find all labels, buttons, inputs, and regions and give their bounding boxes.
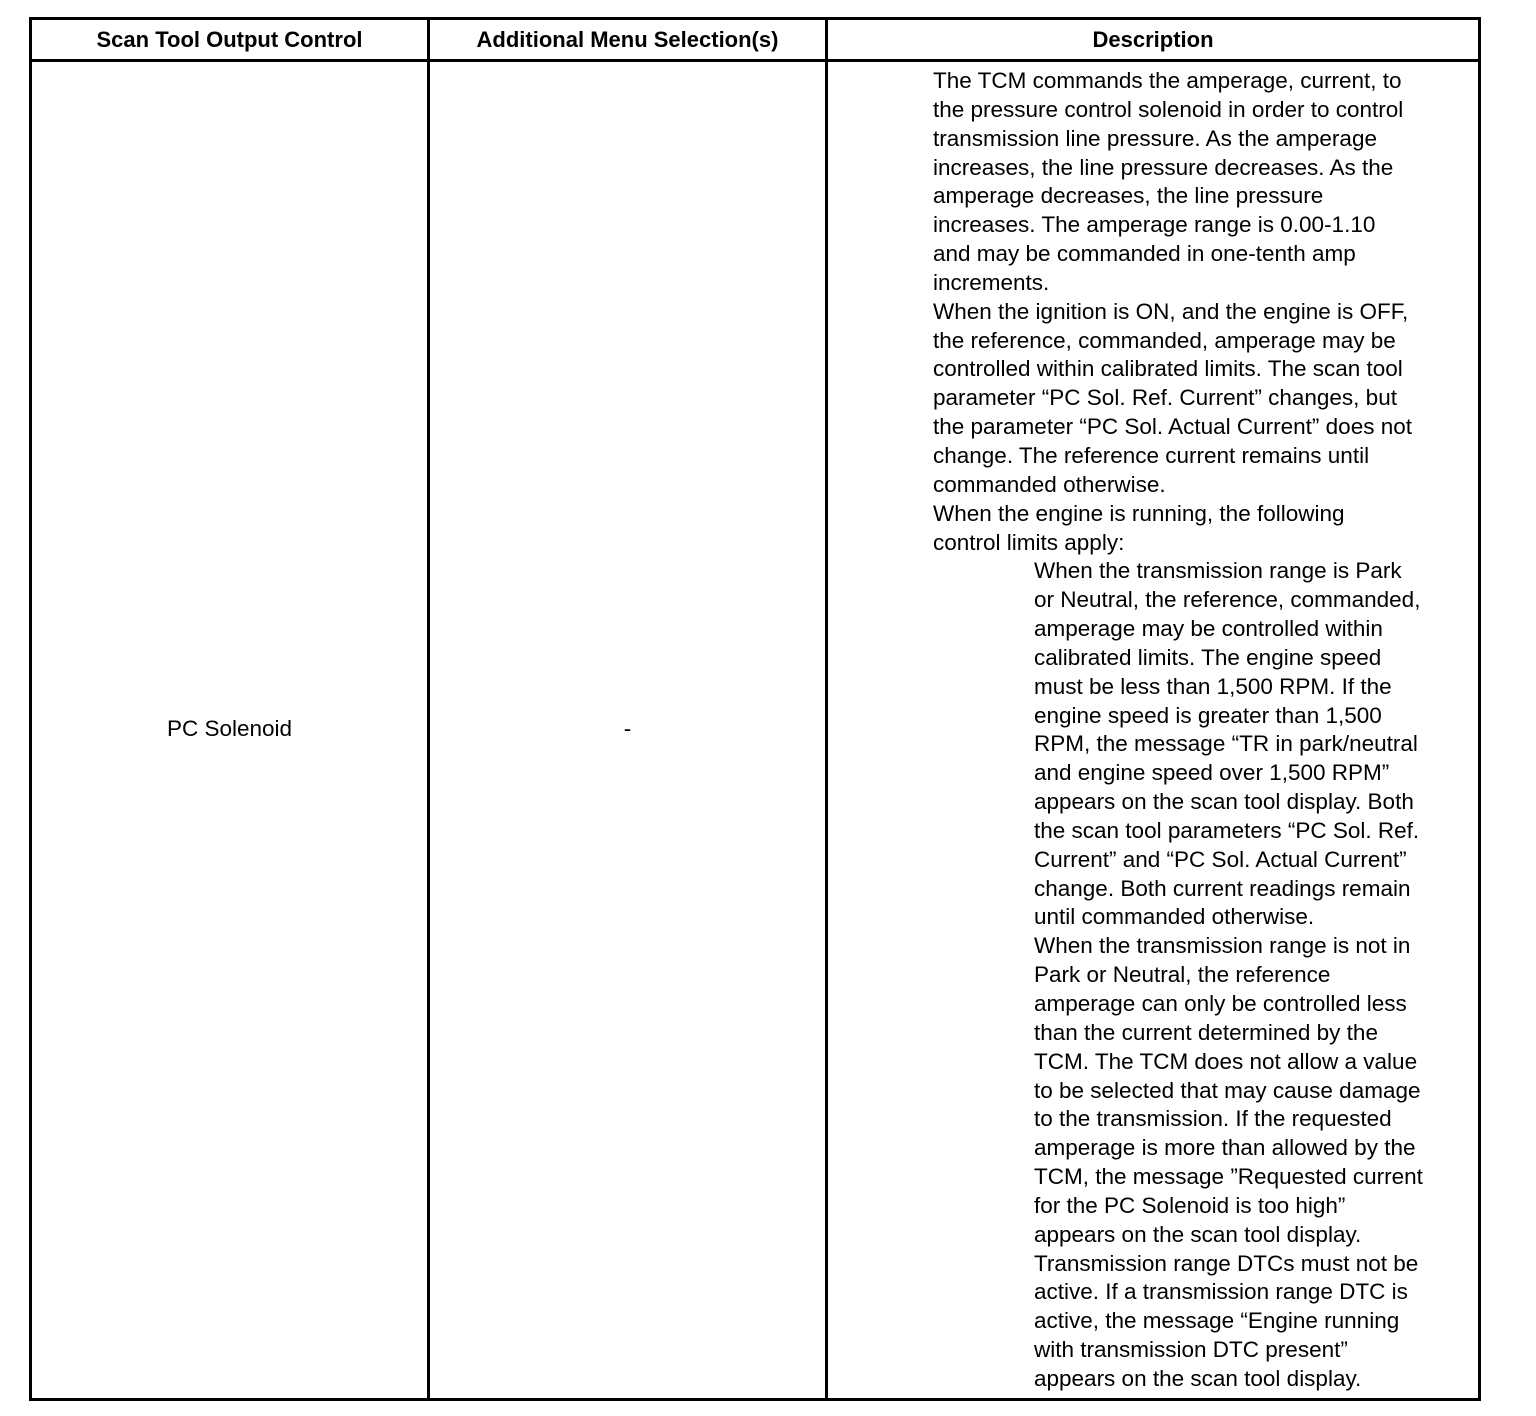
description-line: When the engine is running, the following xyxy=(933,500,1345,526)
description-line: than the current determined by the xyxy=(1034,1019,1378,1045)
menu-selections-value: - xyxy=(623,716,632,742)
description-line: When the transmission range is not in xyxy=(1034,933,1411,959)
description-line: engine speed is greater than 1,500 xyxy=(1034,702,1382,728)
description-line: commanded otherwise. xyxy=(933,471,1166,497)
description-line: TCM. The TCM does not allow a value xyxy=(1034,1048,1418,1074)
description-line: amperage is more than allowed by the xyxy=(1034,1135,1416,1161)
description-line: appears on the scan tool display. xyxy=(1034,1365,1362,1391)
description-paragraph xyxy=(933,500,1470,558)
description-line: to be selected that may cause damage xyxy=(1034,1077,1421,1103)
description-line: and may be commanded in one-tenth amp xyxy=(933,241,1356,267)
description-line: Transmission range DTCs must not be xyxy=(1034,1250,1419,1276)
description-line: The TCM commands the amperage, current, to xyxy=(933,68,1402,93)
table-header-row xyxy=(31,19,1480,61)
description-line: until commanded otherwise. xyxy=(1034,904,1315,930)
description-line: When the transmission range is Park xyxy=(1034,558,1402,584)
description-line: TCM, the message ”Requested current xyxy=(1034,1164,1423,1190)
description-line: and engine speed over 1,500 RPM” xyxy=(1034,760,1390,786)
description-subparagraph xyxy=(933,557,1470,932)
description-line: amperage can only be controlled less xyxy=(1034,991,1407,1016)
description-paragraph xyxy=(933,67,1470,298)
cell-description xyxy=(827,61,1480,1400)
description-line: active, the message “Engine running xyxy=(1034,1308,1400,1334)
description-line: change. Both current readings remain xyxy=(1034,875,1411,901)
description-subparagraph xyxy=(933,932,1470,1394)
description-line: appears on the scan tool display. xyxy=(1034,1221,1362,1247)
description-line: the parameter “PC Sol. Actual Current” does not xyxy=(933,414,1412,440)
description-line: or Neutral, the reference, commanded, xyxy=(1034,587,1421,613)
description-line: the reference, commanded, amperage may be xyxy=(933,327,1396,353)
description-line: for the PC Solenoid is too high” xyxy=(1034,1192,1346,1218)
description-line: to the transmission. If the requested xyxy=(1034,1106,1392,1132)
cell-output-control xyxy=(31,61,429,1400)
description-paragraph xyxy=(933,298,1470,500)
header-output-control: Scan Tool Output Control xyxy=(31,19,429,61)
description-line: change. The reference current remains until xyxy=(933,442,1370,468)
description-line: calibrated limits. The engine speed xyxy=(1034,644,1382,670)
description-line: must be less than 1,500 RPM. If the xyxy=(1034,673,1392,699)
description-line: appears on the scan tool display. Both xyxy=(1034,789,1414,815)
description-line: Park or Neutral, the reference xyxy=(1034,962,1331,988)
table-row xyxy=(31,61,1480,1400)
header-menu-selections: Additional Menu Selection(s) xyxy=(429,19,827,61)
description-line: parameter “PC Sol. Ref. Current” changes, but xyxy=(933,385,1397,411)
header-description: Description xyxy=(827,19,1480,61)
description-line: amperage may be controlled within xyxy=(1034,616,1383,642)
cell-menu-selections xyxy=(429,61,827,1400)
description-line: with transmission DTC present” xyxy=(1034,1337,1348,1363)
output-control-table xyxy=(29,17,1481,1401)
description-line: When the ignition is ON, and the engine is OFF, xyxy=(933,298,1409,324)
description-line: increases. The amperage range is 0.00-1.10 xyxy=(933,212,1376,238)
description-line: amperage decreases, the line pressure xyxy=(933,183,1324,209)
output-control-value: PC Solenoid xyxy=(166,716,293,742)
description-line: increases, the line pressure decreases. As the xyxy=(933,154,1394,180)
description-line: the pressure control solenoid in order to control xyxy=(933,96,1404,122)
description-line: control limits apply: xyxy=(933,529,1125,555)
description-line: active. If a transmission range DTC is xyxy=(1034,1279,1408,1305)
description-line: the scan tool parameters “PC Sol. Ref. xyxy=(1034,817,1420,843)
description-line: RPM, the message “TR in park/neutral xyxy=(1034,731,1418,757)
description-line: transmission line pressure. As the amperage xyxy=(933,125,1377,151)
description-line: controlled within calibrated limits. The scan tool xyxy=(933,356,1403,382)
description-line: increments. xyxy=(933,269,1050,295)
description-line: Current” and “PC Sol. Actual Current” xyxy=(1034,846,1407,872)
